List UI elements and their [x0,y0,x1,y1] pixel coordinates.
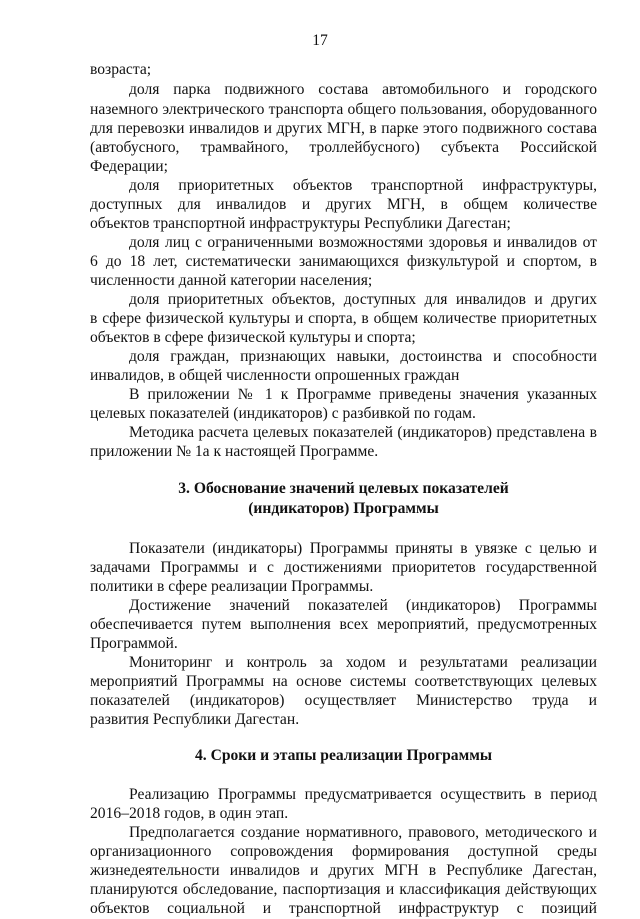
text-line: жизнедеятельности инвалидов и других МГН в Республике Дагестан, [90,862,597,879]
text-line: объектов в сфере физической культуры и спорта; [90,329,416,346]
text-line: доступных для инвалидов и других МГН, в общем количестве [90,196,597,213]
text-line: Предполагается создание нормативного, правового, методического и [129,824,597,841]
text-line: планируются обследование, паспортизация и классификация действующих [90,881,597,898]
text-line: приложении № 1а к настоящей Программе. [90,443,379,460]
text-line: Программой. [90,635,178,652]
text-line: Федерации; [90,158,168,175]
text-line: Мониторинг и контроль за ходом и результатами реализации [129,654,597,671]
text-line: Методика расчета целевых показателей (индикаторов) представлена в [129,424,597,441]
text-line: инвалидов, в общей численности опрошенных граждан [90,367,460,384]
text-line: развития Республики Дагестан. [90,711,300,728]
text-line: политики в сфере реализации Программы. [90,578,374,595]
text-line: численности данной категории населения; [90,272,373,289]
section-heading: 4. Сроки и этапы реализации Программы [194,747,493,764]
text-line: наземного электрического транспорта общего пользования, оборудованного [90,101,597,118]
text-line: Достижение значений показателей (индикаторов) Программы [129,597,597,614]
text-line: В приложении № 1 к Программе приведены значения указанных [129,386,597,403]
text-line: доля приоритетных объектов транспортной инфраструктуры, [129,177,597,194]
text-line: Показатели (индикаторы) Программы приняты в увязке с целью и [129,540,597,557]
text-line: организационного сопровождения формирования доступной среды [90,843,597,860]
text-line: объектов транспортной инфраструктуры Республики Дагестан; [90,215,511,232]
text-line: Реализацию Программы предусматривается осуществить в период [129,786,597,803]
text-line: обеспечивается путем выполнения всех мероприятий, предусмотренных [90,616,597,633]
text-line: мероприятий Программы на основе системы соответствующих целевых [90,673,597,690]
text-line: (автобусного, трамвайного, троллейбусного) субъекта Российской [90,139,597,156]
page-number: 17 [312,32,328,49]
section-heading: (индикаторов) Программы [248,500,439,517]
text-line: объектов социальной и транспортной инфраструктур с позиций [90,900,597,917]
text-line: 2016–2018 годов, в один этап. [90,805,289,822]
text-line: в сфере физической культуры и спорта, в общем количестве приоритетных [90,310,597,327]
text-line: задачами Программы и с достижениями приоритетов государственной [90,559,597,576]
text-line: доля парка подвижного состава автомобильного и городского [129,81,597,98]
text-line: 6 до 18 лет, систематически занимающихся физкультурой и спортом, в [90,253,597,270]
text-line: доля приоритетных объектов, доступных для инвалидов и других [129,291,597,308]
text-line: показателей (индикаторов) осуществляет Министерство труда и [90,692,597,709]
text-line: целевых показателей (индикаторов) с разбивкой по годам. [90,405,476,422]
section-heading: 3. Обоснование значений целевых показателей [178,480,509,497]
text-line: доля лиц с ограниченными возможностями здоровья и инвалидов от [129,234,597,251]
text-line: доля граждан, признающих навыки, достоинства и способности [129,348,597,365]
text-line: для перевозки инвалидов и других МГН, в парке этого подвижного состава [90,120,597,137]
text-line: возраста; [90,61,152,78]
